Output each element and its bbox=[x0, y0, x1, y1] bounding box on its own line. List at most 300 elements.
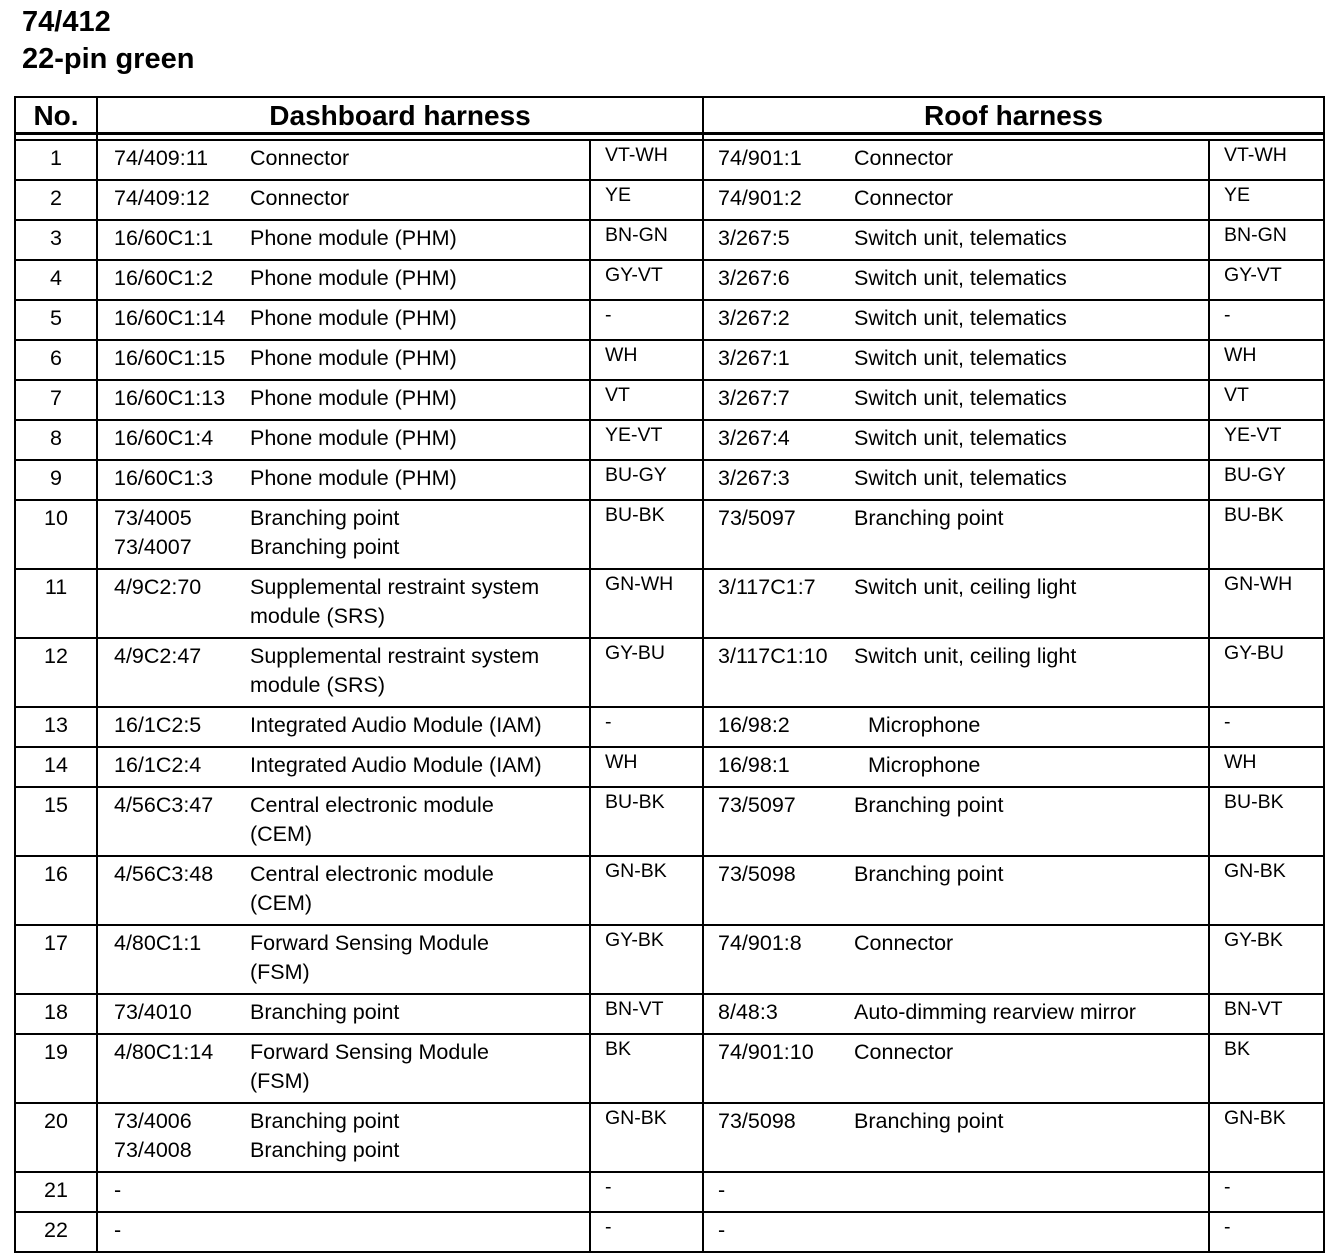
table-row bbox=[15, 747, 1324, 787]
component-code: 74/901:8 bbox=[718, 931, 802, 955]
roof-code bbox=[704, 1216, 854, 1245]
dashboard-description bbox=[250, 424, 589, 453]
dashboard-code bbox=[98, 384, 250, 413]
component-code: 73/5098 bbox=[718, 1109, 796, 1133]
component-code: 16/1C2:5 bbox=[114, 713, 202, 737]
component-code: - bbox=[718, 1178, 726, 1202]
table-row bbox=[15, 569, 1324, 638]
dashboard-entry bbox=[98, 998, 589, 1027]
component-code: 74/901:10 bbox=[718, 1040, 814, 1064]
component-description: Integrated Audio Module (IAM) bbox=[250, 753, 542, 777]
component-code: 16/60C1:3 bbox=[114, 466, 214, 490]
pin-number: 4 bbox=[15, 260, 97, 300]
dashboard-harness-cell bbox=[97, 994, 590, 1034]
dashboard-entry bbox=[98, 929, 589, 987]
dashboard-description bbox=[250, 264, 589, 293]
component-description: Phone module (PHM) bbox=[250, 226, 457, 250]
dashboard-code bbox=[98, 998, 250, 1027]
table-row bbox=[15, 220, 1324, 260]
component-description: Phone module (PHM) bbox=[250, 346, 457, 370]
roof-code bbox=[704, 791, 854, 820]
roof-description bbox=[854, 344, 1208, 373]
component-description: Supplemental restraint system bbox=[250, 644, 540, 668]
component-code: 74/901:1 bbox=[718, 146, 802, 170]
roof-wire-color: BU-GY bbox=[1209, 460, 1324, 500]
dashboard-harness-cell bbox=[97, 1212, 590, 1252]
roof-harness-cell bbox=[703, 707, 1209, 747]
dashboard-code bbox=[98, 929, 250, 987]
component-code: 3/267:4 bbox=[718, 426, 790, 450]
roof-harness-cell bbox=[703, 747, 1209, 787]
roof-description bbox=[854, 929, 1208, 958]
roof-harness-cell bbox=[703, 300, 1209, 340]
pin-number: 11 bbox=[15, 569, 97, 638]
dashboard-entry bbox=[98, 144, 589, 173]
component-code: 4/56C3:48 bbox=[114, 862, 214, 886]
pin-number: 6 bbox=[15, 340, 97, 380]
dashboard-wire-color: GN-BK bbox=[590, 1103, 703, 1172]
component-code: 74/901:2 bbox=[718, 186, 802, 210]
dashboard-description bbox=[250, 1216, 589, 1245]
pin-number: 10 bbox=[15, 500, 97, 569]
table-row bbox=[15, 300, 1324, 340]
component-description: Switch unit, telematics bbox=[854, 466, 1067, 490]
roof-code bbox=[704, 184, 854, 213]
roof-wire-color: - bbox=[1209, 1212, 1324, 1252]
roof-entry bbox=[704, 1176, 1208, 1205]
dashboard-entry bbox=[98, 1216, 589, 1245]
dashboard-description bbox=[250, 998, 589, 1027]
roof-code bbox=[704, 1176, 854, 1205]
table-row bbox=[15, 500, 1324, 569]
dashboard-wire-color: - bbox=[590, 707, 703, 747]
pin-number: 7 bbox=[15, 380, 97, 420]
dashboard-description bbox=[250, 929, 589, 987]
dashboard-code bbox=[98, 304, 250, 333]
pin-number: 3 bbox=[15, 220, 97, 260]
dashboard-code bbox=[98, 751, 250, 780]
dashboard-wire-color: GN-WH bbox=[590, 569, 703, 638]
header-no: No. bbox=[15, 97, 97, 134]
roof-entry bbox=[704, 929, 1208, 958]
roof-code bbox=[704, 998, 854, 1027]
roof-entry bbox=[704, 1107, 1208, 1136]
component-code: 16/60C1:1 bbox=[114, 226, 214, 250]
roof-description bbox=[854, 304, 1208, 333]
roof-harness-cell bbox=[703, 1103, 1209, 1172]
component-description: Branching point bbox=[854, 862, 1004, 886]
dashboard-description bbox=[250, 224, 589, 253]
dashboard-description bbox=[250, 791, 589, 849]
dashboard-code bbox=[98, 573, 250, 631]
component-description: Branching point bbox=[250, 506, 400, 530]
component-code: 3/267:7 bbox=[718, 386, 790, 410]
component-code: 73/4005 bbox=[114, 506, 192, 530]
dashboard-wire-color: YE-VT bbox=[590, 420, 703, 460]
dashboard-code bbox=[98, 264, 250, 293]
roof-description bbox=[854, 751, 1208, 780]
roof-code bbox=[704, 464, 854, 493]
component-description: Switch unit, telematics bbox=[854, 266, 1067, 290]
pin-number: 14 bbox=[15, 747, 97, 787]
roof-wire-color: GN-BK bbox=[1209, 856, 1324, 925]
roof-code bbox=[704, 711, 854, 740]
pin-number: 17 bbox=[15, 925, 97, 994]
component-code: 16/98:1 bbox=[718, 753, 790, 777]
pin-number: 20 bbox=[15, 1103, 97, 1172]
roof-entry bbox=[704, 304, 1208, 333]
roof-entry bbox=[704, 1038, 1208, 1067]
component-description: Supplemental restraint system bbox=[250, 575, 540, 599]
roof-entry bbox=[704, 184, 1208, 213]
pin-number: 8 bbox=[15, 420, 97, 460]
component-code: 4/56C3:47 bbox=[114, 793, 214, 817]
roof-wire-color: VT-WH bbox=[1209, 140, 1324, 180]
dashboard-entry bbox=[98, 791, 589, 849]
dashboard-code bbox=[98, 1216, 250, 1245]
dashboard-wire-color: BN-GN bbox=[590, 220, 703, 260]
roof-wire-color: - bbox=[1209, 1172, 1324, 1212]
dashboard-harness-cell bbox=[97, 1034, 590, 1103]
component-description: Phone module (PHM) bbox=[250, 466, 457, 490]
pin-number: 15 bbox=[15, 787, 97, 856]
dashboard-wire-color: WH bbox=[590, 340, 703, 380]
dashboard-code bbox=[98, 860, 250, 918]
component-description: Switch unit, telematics bbox=[854, 386, 1067, 410]
roof-description bbox=[854, 1107, 1208, 1136]
dashboard-wire-color: GY-BU bbox=[590, 638, 703, 707]
roof-wire-color: BK bbox=[1209, 1034, 1324, 1103]
roof-wire-color: - bbox=[1209, 707, 1324, 747]
dashboard-code bbox=[98, 184, 250, 213]
component-code: 74/409:12 bbox=[114, 186, 210, 210]
dashboard-code bbox=[98, 424, 250, 453]
roof-wire-color: GY-VT bbox=[1209, 260, 1324, 300]
dashboard-description bbox=[250, 860, 589, 918]
component-code: 4/80C1:1 bbox=[114, 931, 202, 955]
roof-entry bbox=[704, 424, 1208, 453]
component-description: Branching point bbox=[250, 1138, 400, 1162]
component-code: 73/5098 bbox=[718, 862, 796, 886]
component-code: 3/267:3 bbox=[718, 466, 790, 490]
component-code: 73/5097 bbox=[718, 793, 796, 817]
component-description: (CEM) bbox=[250, 822, 313, 846]
roof-wire-color: GN-WH bbox=[1209, 569, 1324, 638]
dashboard-harness-cell bbox=[97, 925, 590, 994]
dashboard-harness-cell bbox=[97, 1172, 590, 1212]
roof-code bbox=[704, 573, 854, 602]
table-row bbox=[15, 638, 1324, 707]
component-code: 8/48:3 bbox=[718, 1000, 778, 1024]
component-description: Switch unit, telematics bbox=[854, 426, 1067, 450]
component-code: - bbox=[114, 1178, 122, 1202]
roof-code bbox=[704, 642, 854, 671]
pin-number: 9 bbox=[15, 460, 97, 500]
dashboard-entry bbox=[98, 464, 589, 493]
dashboard-code bbox=[98, 144, 250, 173]
dashboard-description bbox=[250, 1107, 589, 1165]
component-description: Connector bbox=[854, 186, 954, 210]
pin-number: 21 bbox=[15, 1172, 97, 1212]
roof-entry bbox=[704, 224, 1208, 253]
component-code: 74/409:11 bbox=[114, 146, 209, 170]
dashboard-wire-color: GY-VT bbox=[590, 260, 703, 300]
component-code: 73/4006 bbox=[114, 1109, 192, 1133]
roof-wire-color: VT bbox=[1209, 380, 1324, 420]
dashboard-entry bbox=[98, 1038, 589, 1096]
dashboard-description bbox=[250, 464, 589, 493]
roof-description bbox=[854, 642, 1208, 671]
dashboard-description bbox=[250, 384, 589, 413]
component-description: Integrated Audio Module (IAM) bbox=[250, 713, 542, 737]
dashboard-harness-cell bbox=[97, 569, 590, 638]
roof-wire-color: WH bbox=[1209, 747, 1324, 787]
component-description: (FSM) bbox=[250, 960, 310, 984]
dashboard-entry bbox=[98, 384, 589, 413]
dashboard-description bbox=[250, 642, 589, 700]
dashboard-code bbox=[98, 1176, 250, 1205]
roof-harness-cell bbox=[703, 380, 1209, 420]
roof-wire-color: WH bbox=[1209, 340, 1324, 380]
table-row bbox=[15, 340, 1324, 380]
dashboard-entry bbox=[98, 1176, 589, 1205]
component-description: module (SRS) bbox=[250, 673, 386, 697]
roof-wire-color: - bbox=[1209, 300, 1324, 340]
component-code: 3/267:6 bbox=[718, 266, 790, 290]
roof-description bbox=[854, 264, 1208, 293]
component-description: Branching point bbox=[250, 1000, 400, 1024]
component-code: 4/80C1:14 bbox=[114, 1040, 214, 1064]
component-description: Switch unit, ceiling light bbox=[854, 644, 1077, 668]
component-description: Forward Sensing Module bbox=[250, 931, 490, 955]
roof-code bbox=[704, 929, 854, 958]
component-description: Microphone bbox=[868, 713, 981, 737]
component-description: Connector bbox=[854, 1040, 954, 1064]
component-description: (FSM) bbox=[250, 1069, 310, 1093]
roof-entry bbox=[704, 573, 1208, 602]
roof-entry bbox=[704, 791, 1208, 820]
table-row bbox=[15, 994, 1324, 1034]
dashboard-wire-color: - bbox=[590, 300, 703, 340]
roof-entry bbox=[704, 264, 1208, 293]
dashboard-entry bbox=[98, 751, 589, 780]
dashboard-harness-cell bbox=[97, 420, 590, 460]
component-description: Branching point bbox=[250, 535, 400, 559]
dashboard-entry bbox=[98, 1107, 589, 1165]
component-description: Auto-dimming rearview mirror bbox=[854, 1000, 1136, 1024]
roof-description bbox=[854, 1176, 1208, 1205]
dashboard-harness-cell bbox=[97, 460, 590, 500]
table-row bbox=[15, 420, 1324, 460]
table-row bbox=[15, 856, 1324, 925]
dashboard-harness-cell bbox=[97, 140, 590, 180]
dashboard-wire-color: VT bbox=[590, 380, 703, 420]
component-description: Switch unit, telematics bbox=[854, 306, 1067, 330]
table-row bbox=[15, 260, 1324, 300]
dashboard-description bbox=[250, 1038, 589, 1096]
component-code: 16/60C1:13 bbox=[114, 386, 226, 410]
roof-harness-cell bbox=[703, 1034, 1209, 1103]
dashboard-description bbox=[250, 1176, 589, 1205]
dashboard-wire-color: BU-GY bbox=[590, 460, 703, 500]
roof-wire-color: GN-BK bbox=[1209, 1103, 1324, 1172]
table-row bbox=[15, 925, 1324, 994]
roof-code bbox=[704, 224, 854, 253]
component-description: Switch unit, telematics bbox=[854, 226, 1067, 250]
component-code: 16/60C1:4 bbox=[114, 426, 214, 450]
component-code: 16/60C1:2 bbox=[114, 266, 214, 290]
dashboard-wire-color: WH bbox=[590, 747, 703, 787]
roof-harness-cell bbox=[703, 340, 1209, 380]
roof-description bbox=[854, 998, 1208, 1027]
roof-harness-cell bbox=[703, 220, 1209, 260]
dashboard-description bbox=[250, 751, 589, 780]
component-code: 73/4007 bbox=[114, 535, 192, 559]
roof-entry bbox=[704, 1216, 1208, 1245]
component-description: Connector bbox=[854, 931, 954, 955]
roof-code bbox=[704, 504, 854, 533]
roof-wire-color: BN-GN bbox=[1209, 220, 1324, 260]
dashboard-code bbox=[98, 504, 250, 562]
component-code: 73/4010 bbox=[114, 1000, 192, 1024]
dashboard-wire-color: GN-BK bbox=[590, 856, 703, 925]
roof-code bbox=[704, 144, 854, 173]
dashboard-wire-color: BU-BK bbox=[590, 500, 703, 569]
roof-harness-cell bbox=[703, 180, 1209, 220]
component-description: Connector bbox=[854, 146, 954, 170]
dashboard-wire-color: BN-VT bbox=[590, 994, 703, 1034]
roof-entry bbox=[704, 642, 1208, 671]
dashboard-wire-color: VT-WH bbox=[590, 140, 703, 180]
table-row bbox=[15, 707, 1324, 747]
dashboard-harness-cell bbox=[97, 707, 590, 747]
table-row bbox=[15, 1034, 1324, 1103]
component-description: Phone module (PHM) bbox=[250, 266, 457, 290]
component-code: 16/98:2 bbox=[718, 713, 790, 737]
dashboard-entry bbox=[98, 573, 589, 631]
component-code: 16/1C2:4 bbox=[114, 753, 202, 777]
roof-description bbox=[854, 424, 1208, 453]
roof-wire-color: BN-VT bbox=[1209, 994, 1324, 1034]
roof-entry bbox=[704, 860, 1208, 889]
pin-number: 19 bbox=[15, 1034, 97, 1103]
dashboard-entry bbox=[98, 504, 589, 562]
roof-harness-cell bbox=[703, 260, 1209, 300]
roof-wire-color: GY-BU bbox=[1209, 638, 1324, 707]
component-description: Switch unit, ceiling light bbox=[854, 575, 1077, 599]
roof-wire-color: BU-BK bbox=[1209, 787, 1324, 856]
table-row bbox=[15, 460, 1324, 500]
roof-harness-cell bbox=[703, 994, 1209, 1034]
roof-code bbox=[704, 384, 854, 413]
roof-code bbox=[704, 424, 854, 453]
dashboard-wire-color: YE bbox=[590, 180, 703, 220]
pin-number: 2 bbox=[15, 180, 97, 220]
dashboard-entry bbox=[98, 344, 589, 373]
roof-entry bbox=[704, 144, 1208, 173]
component-description: Branching point bbox=[854, 793, 1004, 817]
table-row bbox=[15, 1172, 1324, 1212]
dashboard-harness-cell bbox=[97, 500, 590, 569]
component-code: 4/9C2:70 bbox=[114, 575, 202, 599]
roof-description bbox=[854, 384, 1208, 413]
roof-harness-cell bbox=[703, 500, 1209, 569]
dashboard-harness-cell bbox=[97, 220, 590, 260]
table-row bbox=[15, 140, 1324, 180]
roof-harness-cell bbox=[703, 787, 1209, 856]
pin-number: 12 bbox=[15, 638, 97, 707]
roof-wire-color: YE-VT bbox=[1209, 420, 1324, 460]
dashboard-entry bbox=[98, 860, 589, 918]
dashboard-harness-cell bbox=[97, 1103, 590, 1172]
component-description: Phone module (PHM) bbox=[250, 426, 457, 450]
dashboard-harness-cell bbox=[97, 380, 590, 420]
roof-harness-cell bbox=[703, 1212, 1209, 1252]
roof-entry bbox=[704, 464, 1208, 493]
component-code: 16/60C1:15 bbox=[114, 346, 226, 370]
roof-description bbox=[854, 791, 1208, 820]
dashboard-wire-color: BK bbox=[590, 1034, 703, 1103]
pin-number: 22 bbox=[15, 1212, 97, 1252]
pin-number: 18 bbox=[15, 994, 97, 1034]
roof-entry bbox=[704, 711, 1208, 740]
dashboard-code bbox=[98, 791, 250, 849]
pin-number: 5 bbox=[15, 300, 97, 340]
dashboard-harness-cell bbox=[97, 260, 590, 300]
roof-entry bbox=[704, 344, 1208, 373]
roof-harness-cell bbox=[703, 569, 1209, 638]
roof-entry bbox=[704, 504, 1208, 533]
dashboard-entry bbox=[98, 424, 589, 453]
component-description: Branching point bbox=[854, 1109, 1004, 1133]
dashboard-entry bbox=[98, 304, 589, 333]
dashboard-description bbox=[250, 304, 589, 333]
dashboard-wire-color: GY-BK bbox=[590, 925, 703, 994]
dashboard-entry bbox=[98, 224, 589, 253]
component-code: 16/60C1:14 bbox=[114, 306, 226, 330]
dashboard-description bbox=[250, 573, 589, 631]
table-row bbox=[15, 1103, 1324, 1172]
roof-code bbox=[704, 751, 854, 780]
pin-assignment-table bbox=[14, 96, 1325, 1253]
component-code: - bbox=[114, 1218, 122, 1242]
dashboard-entry bbox=[98, 642, 589, 700]
roof-code bbox=[704, 1038, 854, 1067]
roof-description bbox=[854, 224, 1208, 253]
roof-harness-cell bbox=[703, 420, 1209, 460]
component-code: 3/117C1:10 bbox=[718, 644, 828, 668]
pin-number: 16 bbox=[15, 856, 97, 925]
pin-number: 1 bbox=[15, 140, 97, 180]
component-description: Connector bbox=[250, 186, 350, 210]
page-title bbox=[22, 4, 194, 78]
roof-description bbox=[854, 504, 1208, 533]
component-description: module (SRS) bbox=[250, 604, 386, 628]
table-row bbox=[15, 380, 1324, 420]
dashboard-code bbox=[98, 464, 250, 493]
roof-entry bbox=[704, 751, 1208, 780]
dashboard-code bbox=[98, 711, 250, 740]
roof-description bbox=[854, 1216, 1208, 1245]
roof-wire-color: BU-BK bbox=[1209, 500, 1324, 569]
dashboard-harness-cell bbox=[97, 856, 590, 925]
component-description: Forward Sensing Module bbox=[250, 1040, 490, 1064]
dashboard-code bbox=[98, 642, 250, 700]
dashboard-code bbox=[98, 344, 250, 373]
roof-harness-cell bbox=[703, 638, 1209, 707]
component-code: 73/4008 bbox=[114, 1138, 192, 1162]
roof-code bbox=[704, 1107, 854, 1136]
